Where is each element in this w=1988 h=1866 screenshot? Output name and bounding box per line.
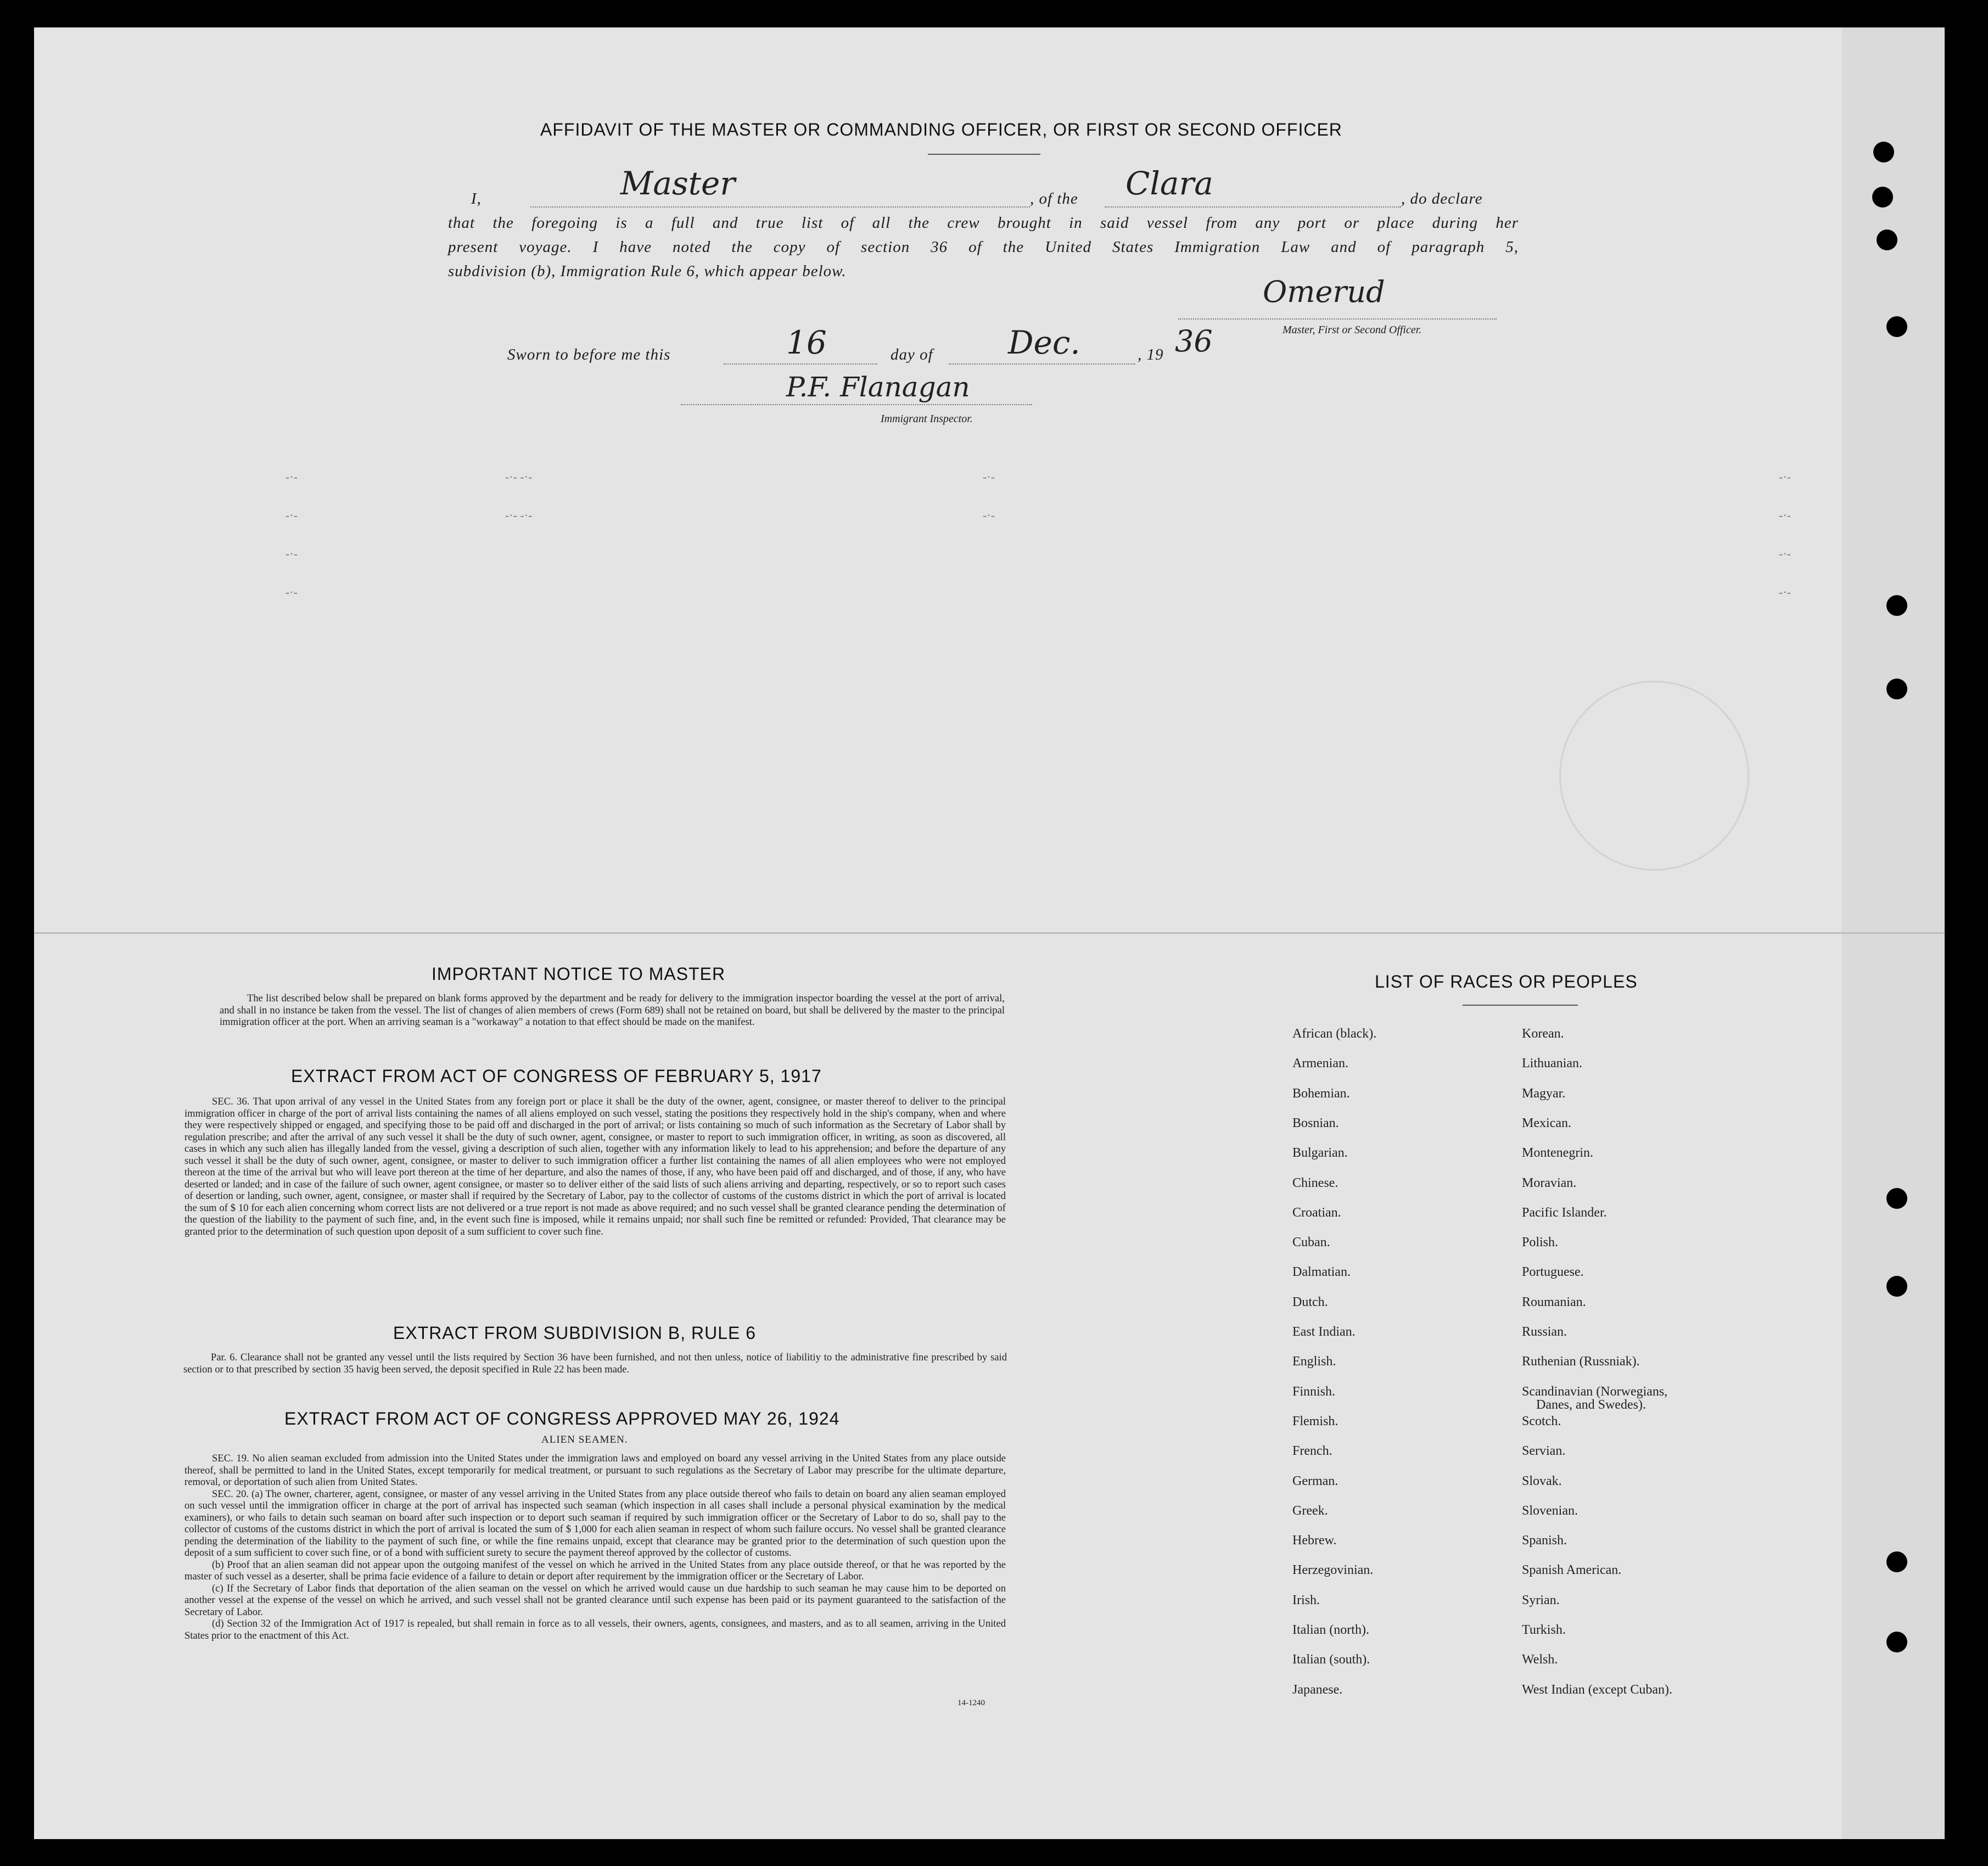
race-item: Polish. (1522, 1235, 1559, 1250)
race-item: Magyar. (1522, 1086, 1566, 1101)
bleed-mark: -·- (1779, 508, 1791, 522)
punch-hole (1872, 187, 1893, 208)
bleed-mark: -·- (1779, 547, 1791, 561)
sworn-day: 16 (786, 324, 827, 361)
races-title: LIST OF RACES OR PEOPLES (1375, 972, 1638, 991)
race-item: Spanish. (1522, 1533, 1567, 1548)
race-item: Herzegovinian. (1292, 1563, 1374, 1578)
race-item: Slovak. (1522, 1473, 1562, 1488)
race-item: Scotch. (1522, 1414, 1561, 1428)
punch-hole (1886, 1551, 1907, 1572)
race-item: Irish. (1292, 1593, 1320, 1607)
race-item: Syrian. (1522, 1593, 1560, 1607)
race-item: Cuban. (1292, 1235, 1330, 1250)
race-item: Mexican. (1522, 1116, 1571, 1130)
race-item: Dalmatian. (1292, 1265, 1351, 1280)
races-title-rule (1463, 1005, 1578, 1006)
sworn-month-blank (949, 362, 1135, 365)
bleed-mark: -·- (983, 470, 995, 484)
sec-20c-paragraph: (c) If the Secretary of Labor finds that deportation of the alien seaman on the vessel on which he arrived would cause un due hardship to such seaman he may cause him to be deported on another vessel at the expense of the vessel on which he arrived, and such vessel shall not be granted clearance until such expense has been paid or its payment guaranteed to the satisfaction of the Secretary of Labor. (184, 1582, 1006, 1618)
sec-19-paragraph: SEC. 19. No alien seaman excluded from admission into the United States under the immigration laws and employed on board any vessel arriving in the United States from any place outside thereof, shall be permitted to land in the United States, except temporarily for medical treatment, or pursuant to such regulations as the Secretary of Labor may prescribe for the ultimate departure, removal, or deportation of such alien from United States. (184, 1453, 1006, 1488)
act-1917-title: EXTRACT FROM ACT OF CONGRESS OF FEBRUARY 5, 1917 (291, 1066, 822, 1086)
race-item: Servian. (1522, 1444, 1566, 1459)
affidavit-line-3: present voyage. I have noted the copy of section 36 of the United States Immigration Law and of paragraph 5, (448, 238, 1519, 256)
race-item: Pacific Islander. (1522, 1205, 1607, 1220)
act-1924-title: EXTRACT FROM ACT OF CONGRESS APPROVED MAY 26, 1924 (284, 1409, 840, 1428)
bleed-mark: -·- (1779, 585, 1791, 599)
sec-20a-paragraph: SEC. 20. (a) The owner, charterer, agent, consignee, or master of any vessel arriving in the United States from any place outside thereof who fails to detain on board any alien seaman employed on such vessel until the immigration officer in charge at the port of arrival has inspected such seaman (which inspection in all cases shall include a personal physical examination by the medical examiners), or who fails to detain such seaman on board after such inspection or to deport such seaman if required by such immigration officer or the Secretary of Labor to do so, shall pay to the collector of customs of the customs district in which the port of arrival is located the sum of $ 1,000 for each alien seaman in respect of whom such failure occurs. No vessel shall be granted clearance pending the determination of the liability to the payment of such fine, or while the fine remains unpaid, except that clearance may be granted prior to the determination of such question upon the deposit of a sum sufficient to cover such fine, or of a bond with sufficient surety to secure the payment thereof approved by the collector of customs. (184, 1488, 1006, 1559)
punch-hole (1873, 142, 1894, 162)
race-item: Lithuanian. (1522, 1056, 1582, 1071)
race-item: Dutch. (1292, 1295, 1328, 1309)
race-item: Montenegrin. (1522, 1146, 1593, 1161)
bleed-mark: -·- (983, 508, 995, 522)
race-item: Korean. (1522, 1027, 1564, 1041)
race-item: Japanese. (1292, 1682, 1343, 1697)
officer-blank (530, 205, 1030, 208)
race-item: Slovenian. (1522, 1503, 1578, 1518)
punch-hole (1886, 1632, 1907, 1652)
race-item: African (black). (1292, 1027, 1377, 1041)
act-1924-text (184, 1453, 1006, 1641)
race-item: Spanish American. (1522, 1563, 1622, 1578)
race-item: English. (1292, 1354, 1336, 1369)
year-prefix: , 19 (1138, 346, 1164, 363)
inspector-signature: P.F. Flanagan (786, 371, 970, 403)
officer-handwritten: Master (620, 165, 736, 202)
race-item: Bohemian. (1292, 1086, 1350, 1101)
race-item: Armenian. (1292, 1056, 1348, 1071)
sec-36-paragraph: SEC. 36. That upon arrival of any vessel in the United States from any foreign port or place it shall be the duty of the owner, agent, consignee, or master thereof to deliver to the principal immigration officer in charge of the port of arrival lists containing the names of all aliens employed on such vessel, stating the positions they respectively hold in the ship's company, when and where they were respectively shipped or engaged, and specifying those to be paid off and discharged in the port of arrival; or lists containing so much of such information as the Secretary of Labor shall by regulation prescribe; and after the arrival of any such vessel it shall be the duty of such owner, agent, consignee, or master to report to such immigration officer, in writing, as soon as discovered, all cases in which any such alien has illegally landed from the vessel, giving a description of such alien, together with any information likely to lead to his apprehension; and before the departure of any such vessel it shall be the duty of such owner, agent, consignee, or master to deliver to such immigration officer a further list containing the names of all alien employees who were not employed thereon at the time of the arrival but who will leave port thereon at the time of her departure, and also the names of those, if any, who have been paid off and discharged, and of those, if any, who have deserted or landed; and in case of the failure of such owner, agent consignee, or master so to deliver either of the said lists of such aliens arriving and departing, respectively, or so to report such cases of desertion or landing, such owner, agent, consignee, or master shall if required by the Secretary of Labor, pay to the collector of customs of the customs district in which the port of arrival is located the sum of $ 10 for each alien concerning whom correct lists are not delivered or a true report is not made as above required; and no such vessel shall be granted clearance pending the determination of the question of the liability to the payment of such fine, and, in the event such fine is imposed, while it remains unpaid; nor shall such fine be remitted or refunded: Provided, That clearance may be granted prior to the determination of such question upon deposit of a sum sufficient to cover such fine. (184, 1096, 1006, 1237)
title-rule (928, 154, 1040, 155)
notice-title: IMPORTANT NOTICE TO MASTER (432, 964, 726, 984)
affidavit-line-2: that the foregoing is a full and true list of all the crew brought in said vessel from any port or place during her (448, 214, 1519, 232)
bleed-mark: -·- -·- (505, 508, 533, 522)
punch-hole (1886, 679, 1907, 699)
form-number: 14-1240 (957, 1699, 985, 1707)
race-item: Greek. (1292, 1503, 1328, 1518)
sec-20d-paragraph: (d) Section 32 of the Immigration Act of 1917 is repealed, but shall remain in force as to all vessels, their owners, agents, consignees, and masters, and as to all seamen, arriving in the United States prior to the enactment of this Act. (184, 1618, 1006, 1641)
punch-hole (1886, 316, 1907, 337)
punch-hole (1886, 1276, 1907, 1297)
notice-paragraph: The list described below shall be prepared on blank forms approved by the department and be ready for delivery to the immigration inspector boarding the vessel at the port of arrival, and shall in no instance be taken from the vessel. The list of changes of alien members of crews (Form 689) shall not be retained on board, but shall be delivered by the master to the principal immigration officer at the port. When an arriving seaman is a "workaway" a notation to that effect should be made on the manifest. (220, 993, 1005, 1028)
punch-hole (1886, 595, 1907, 616)
race-item: Portuguese. (1522, 1265, 1584, 1280)
master-signature-caption: Master, First or Second Officer. (1283, 324, 1422, 336)
race-item: Chinese. (1292, 1175, 1339, 1190)
sec-20b-paragraph: (b) Proof that an alien seaman did not appear upon the outgoing manifest of the vessel on which he arrived in the United States from any place outside thereof, or that he was reported by the master of such vessel as a deserter, shall be prima facie evidence of a failure to detain or deport after requirement by the immigration officer or the Secretary of Labor. (184, 1559, 1006, 1582)
vessel-blank (1105, 205, 1401, 208)
act-1924-subtitle: ALIEN SEAMEN. (541, 1434, 628, 1445)
race-item: Bulgarian. (1292, 1146, 1348, 1161)
sworn-prefix: Sworn to before me this (507, 346, 671, 363)
race-item: Bosnian. (1292, 1116, 1339, 1130)
sworn-day-blank (724, 362, 877, 365)
vessel-handwritten: Clara (1125, 165, 1213, 202)
race-item: Hebrew. (1292, 1533, 1337, 1548)
day-of-label: day of (891, 346, 933, 363)
inspector-caption: Immigrant Inspector. (881, 413, 973, 425)
bleed-mark: -·- (1779, 470, 1791, 484)
race-item: Moravian. (1522, 1175, 1577, 1190)
punch-hole (1877, 229, 1897, 250)
rule-6-text (183, 1352, 1007, 1375)
declaration-i: I, (471, 190, 481, 208)
bleed-mark: -·- (285, 470, 298, 484)
of-the-label: , of the (1030, 190, 1078, 208)
punch-hole (1886, 1188, 1907, 1209)
rule-6-title: EXTRACT FROM SUBDIVISION B, RULE 6 (393, 1323, 757, 1343)
sworn-year: 36 (1175, 324, 1213, 358)
race-item: West Indian (except Cuban). (1522, 1682, 1672, 1697)
race-item: Ruthenian (Russniak). (1522, 1354, 1640, 1369)
declare-label: , do declare (1401, 190, 1483, 208)
race-item: Danes, and Swedes). (1536, 1397, 1646, 1412)
race-item: Italian (south). (1292, 1652, 1370, 1667)
affidavit-title: AFFIDAVIT OF THE MASTER OR COMMANDING OFFICER, OR FIRST OR SECOND OFFICER (540, 120, 1342, 139)
bleed-mark: -·- (285, 547, 298, 561)
race-item: Italian (north). (1292, 1623, 1369, 1637)
faint-seal-stamp (1559, 681, 1749, 871)
race-item: Scandinavian (Norwegians, (1522, 1384, 1668, 1399)
race-item: Roumanian. (1522, 1295, 1586, 1309)
inspector-signature-line (681, 403, 1032, 405)
sworn-month: Dec. (1008, 324, 1080, 361)
affidavit-line-4: subdivision (b), Immigration Rule 6, which appear below. (448, 262, 847, 280)
master-signature: Omerud (1263, 274, 1385, 309)
act-1917-text (184, 1096, 1006, 1237)
race-item: East Indian. (1292, 1325, 1356, 1339)
master-signature-line (1178, 317, 1497, 320)
race-item: Flemish. (1292, 1414, 1339, 1428)
bleed-mark: -·- (285, 585, 298, 599)
page-fold (34, 932, 1945, 934)
bleed-mark: -·- -·- (505, 470, 533, 484)
race-item: Finnish. (1292, 1384, 1336, 1399)
rule-6-paragraph: Par. 6. Clearance shall not be granted any vessel until the lists required by Section 36 have been furnished, and not then unless, notice of liabilitiy to the administrative fine prescribed by said section or to that prescribed by section 35 havig been served, the deposit specified in Rule 22 has been made. (183, 1352, 1007, 1375)
race-item: Welsh. (1522, 1652, 1558, 1667)
bleed-mark: -·- (285, 508, 298, 522)
race-item: Turkish. (1522, 1623, 1566, 1637)
race-item: Croatian. (1292, 1205, 1341, 1220)
race-item: Russian. (1522, 1325, 1567, 1339)
race-item: French. (1292, 1444, 1332, 1459)
race-item: German. (1292, 1473, 1339, 1488)
notice-text (220, 993, 1005, 1028)
